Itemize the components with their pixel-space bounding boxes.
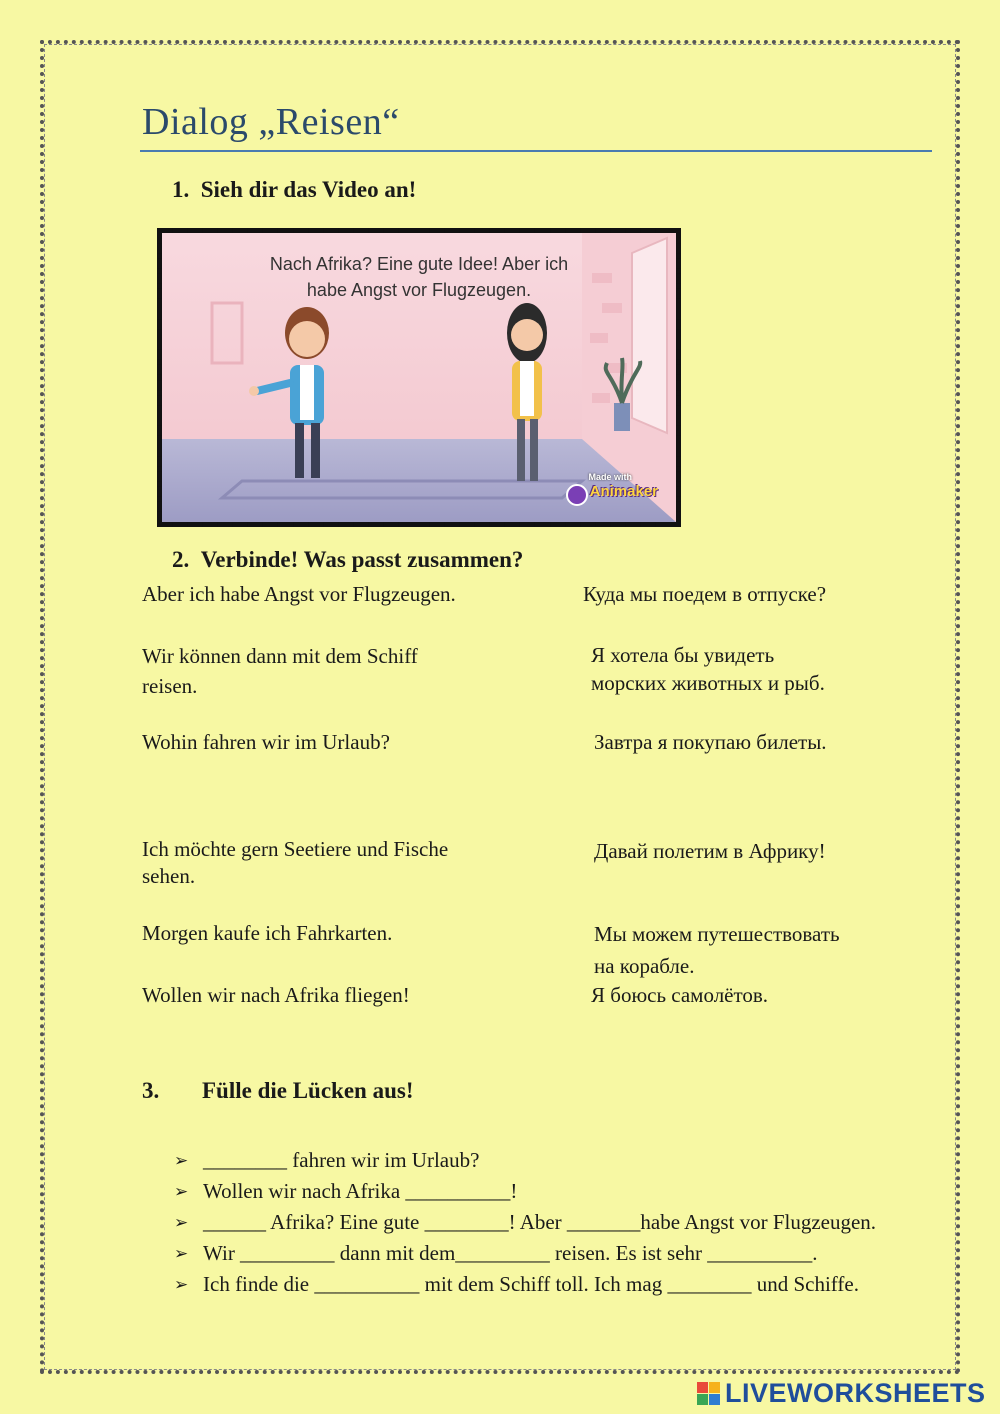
list-item — [174, 1269, 876, 1300]
arrow-bullet-icon: ➢ — [174, 1182, 189, 1201]
sentence-line: Wohin fahren wir im Urlaub? — [142, 730, 390, 754]
sentence-line: Завтра я покупаю билеты. — [594, 730, 827, 754]
sentence-line: Morgen kaufe ich Fahrkarten. — [142, 921, 393, 945]
sentence-line: на корабле. — [594, 954, 695, 978]
sentence-line: Wollen wir nach Afrika fliegen! — [142, 983, 410, 1007]
german-sentence — [142, 918, 392, 948]
sentence-line: Я боюсь самолётов. — [591, 983, 769, 1007]
arrow-bullet-icon: ➢ — [174, 1151, 189, 1170]
video-subtitle — [162, 251, 676, 303]
german-sentence — [142, 727, 390, 757]
german-sentence — [142, 641, 418, 701]
russian-sentence — [591, 980, 768, 1010]
sentence-line: Я хотела бы увидеть — [591, 643, 775, 667]
sentence-line: reisen. — [142, 674, 198, 698]
russian-sentence — [594, 836, 826, 866]
sentence-line: Давай полетим в Африку! — [594, 839, 826, 863]
sentence-line: Wir können dann mit dem Schiff — [142, 644, 418, 668]
animaker-badge — [566, 472, 658, 506]
gap-sentence[interactable]: ______ Afrika? Eine gute ________! Aber _______habe Angst vor Flugzeugen. — [203, 1210, 877, 1234]
page-title: Dialog „Reisen“ — [142, 101, 400, 143]
russian-sentence — [591, 641, 825, 697]
list-item — [174, 1145, 876, 1176]
section2-heading: 2. Verbinde! Was passt zusammen? — [172, 547, 524, 572]
list-item — [174, 1207, 876, 1238]
title-underline — [140, 150, 932, 152]
arrow-bullet-icon: ➢ — [174, 1213, 189, 1232]
list-item — [174, 1176, 876, 1207]
sentence-line: Aber ich habe Angst vor Flugzeugen. — [142, 582, 456, 606]
german-sentence — [142, 579, 456, 609]
sentence-line: морских животных и рыб. — [591, 671, 825, 695]
gap-sentence[interactable]: Wollen wir nach Afrika __________! — [203, 1179, 518, 1203]
section3-heading: Fülle die Lücken aus! — [202, 1078, 414, 1103]
gap-sentence[interactable]: ________ fahren wir im Urlaub? — [203, 1148, 480, 1172]
fill-gaps-list — [174, 1145, 876, 1300]
section1-heading: 1. Sieh dir das Video an! — [172, 177, 417, 202]
sentence-line: Мы можем путешествовать — [594, 922, 840, 946]
watermark: LIVEWORKSHEETS — [725, 1378, 986, 1408]
arrow-bullet-icon: ➢ — [174, 1244, 189, 1263]
list-item — [174, 1238, 876, 1269]
german-sentence — [142, 980, 410, 1010]
sentence-line: Куда мы поедем в отпуске? — [583, 582, 827, 606]
video-subtitle-line: habe Angst vor Flugzeugen. — [306, 280, 532, 300]
section3-number: 3. — [142, 1078, 160, 1103]
russian-sentence — [594, 918, 840, 982]
sentence-line: sehen. — [142, 864, 196, 888]
russian-sentence — [583, 579, 826, 609]
arrow-bullet-icon: ➢ — [174, 1275, 189, 1294]
sentence-line: Ich möchte gern Seetiere und Fische — [142, 837, 449, 861]
gap-sentence[interactable]: Wir _________ dann mit dem_________ reisen. Es ist sehr __________. — [203, 1241, 818, 1265]
german-sentence — [142, 836, 448, 890]
gap-sentence[interactable]: Ich finde die __________ mit dem Schiff toll. Ich mag ________ und Schiffe. — [203, 1272, 859, 1296]
badge-brand: Animaker — [589, 483, 658, 500]
liveworksheets-logo-icon — [697, 1382, 721, 1406]
animaker-logo-icon — [566, 484, 588, 506]
russian-sentence — [594, 727, 827, 757]
badge-made-with: Made with — [588, 472, 632, 482]
video-player[interactable] — [157, 228, 681, 527]
video-subtitle-line: Nach Afrika? Eine gute Idee! Aber ich — [269, 254, 569, 274]
